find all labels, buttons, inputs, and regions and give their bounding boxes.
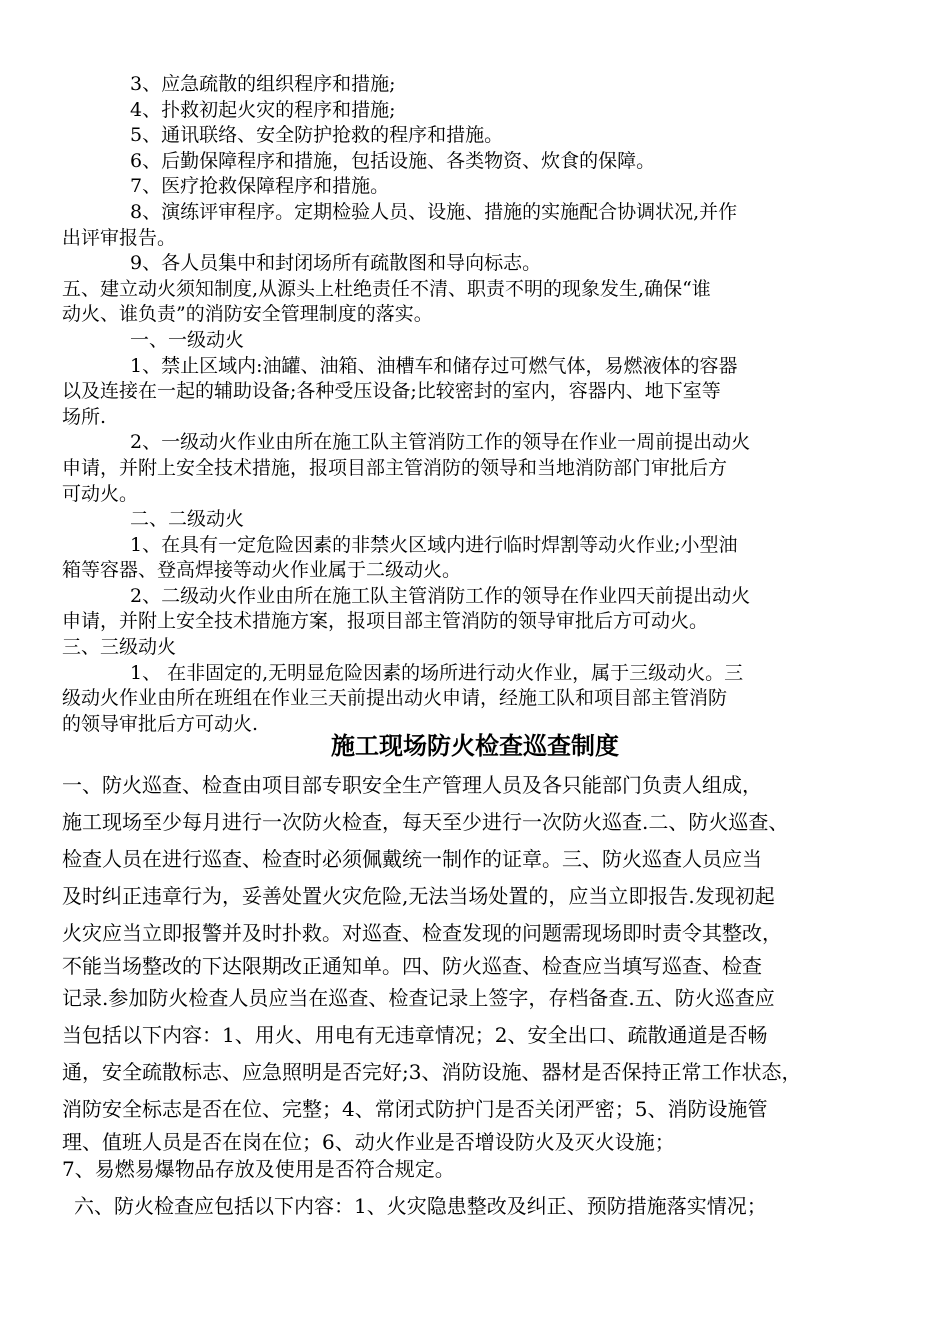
paragraph-line: 出评审报告。 xyxy=(62,226,177,249)
paragraph-line: 以及连接在一起的辅助设备;各种受压设备;比较密封的室内，容器内、地下室等 xyxy=(62,380,721,403)
paragraph-line: 5、通讯联络、安全防护抢救的程序和措施。 xyxy=(130,124,504,147)
paragraph-line: 及时纠正违章行为，妥善处置火灾危险,无法当场处置的，应当立即报告.发现初起 xyxy=(62,884,775,908)
paragraph-line: 一、防火巡查、检查由项目部专职安全生产管理人员及各只能部门负责人组成， xyxy=(62,773,762,797)
fire-inspection-section xyxy=(62,767,888,1225)
paragraph-line: 六、防火检查应包括以下内容：1、火灾隐患整改及纠正、预防措施落实情况； xyxy=(74,1194,767,1218)
paragraph-line: 理、值班人员是否在岗在位；6、动火作业是否增设防火及灭火设施； xyxy=(62,1130,675,1154)
paragraph-line: 申请，并附上安全技术措施，报项目部主管消防的领导和当地消防部门审批后方 xyxy=(62,456,728,479)
paragraph-line: 申请，并附上安全技术措施方案，报项目部主管消防的领导审批后方可动火。 xyxy=(62,610,709,633)
paragraph-line: 当包括以下内容：1、用火、用电有无违章情况；2、安全出口、疏散通道是否畅 xyxy=(62,1023,768,1047)
paragraph-line: 场所. xyxy=(62,405,107,428)
paragraph-line: 消防安全标志是否在位、完整；4、常闭式防护门是否关闭严密；5、消防设施管 xyxy=(62,1097,768,1121)
paragraph-line: 三、三级动火 xyxy=(62,636,177,659)
paragraph-line: 1、在具有一定危险因素的非禁火区域内进行临时焊割等动火作业;小型油 xyxy=(130,533,738,556)
paragraph-line: 不能当场整改的下达限期改正通知单。四、防火巡查、检查应当填写巡查、检查 xyxy=(62,954,762,978)
paragraph-line: 1、禁止区域内:油罐、油箱、油槽车和储存过可燃气体，易燃液体的容器 xyxy=(130,354,738,377)
paragraph-line: 一、一级动火 xyxy=(130,328,245,351)
paragraph-line: 动火、谁负责”的消防安全管理制度的落实。 xyxy=(62,303,433,326)
paragraph-line: 通，安全疏散标志、应急照明是否完好;3、消防设施、器材是否保持正常工作状态， xyxy=(62,1060,802,1084)
paragraph-line: 4、扑救初起火灾的程序和措施; xyxy=(130,98,396,121)
paragraph-line: 2、一级动火作业由所在施工队主管消防工作的领导在作业一周前提出动火 xyxy=(130,431,751,454)
paragraph-line: 箱等容器、登高焊接等动火作业属于二级动火。 xyxy=(62,559,462,582)
paragraph-line: 的领导审批后方可动火. xyxy=(62,712,259,735)
paragraph-line: 火灾应当立即报警并及时扑救。对巡查、检查发现的问题需现场即时责令其整改， xyxy=(62,921,782,945)
emergency-and-hot-work-section xyxy=(62,72,882,737)
paragraph-line: 级动火作业由所在班组在作业三天前提出动火申请，经施工队和项目部主管消防 xyxy=(62,687,728,710)
paragraph-line: 二、二级动火 xyxy=(130,508,245,531)
paragraph-line: 2、二级动火作业由所在施工队主管消防工作的领导在作业四天前提出动火 xyxy=(130,584,751,607)
paragraph-line: 3、应急疏散的组织程序和措施; xyxy=(130,73,396,95)
paragraph-line: 记录.参加防火检查人员应当在巡查、检查记录上签字，存档备查.五、防火巡查应 xyxy=(62,986,775,1010)
document-title: 施工现场防火检查巡查制度 xyxy=(331,732,619,760)
paragraph-line: 可动火。 xyxy=(62,482,139,505)
paragraph-line: 五、建立动火须知制度,从源头上杜绝责任不清、职责不明的现象发生,确保“谁 xyxy=(62,277,711,300)
paragraph-line: 施工现场至少每月进行一次防火检查，每天至少进行一次防火巡查.二、防火巡查、 xyxy=(62,810,789,834)
paragraph-line: 8、演练评审程序。定期检验人员、设施、措施的实施配合协调状况,并作 xyxy=(130,200,738,223)
paragraph-line: 9、各人员集中和封闭场所有疏散图和导向标志。 xyxy=(130,252,542,275)
paragraph-line: 6、后勤保障程序和措施，包括设施、各类物资、炊食的保障。 xyxy=(130,149,656,172)
paragraph-line: 1、 在非固定的,无明显危险因素的场所进行动火作业，属于三级动火。三 xyxy=(130,661,744,684)
paragraph-line: 7、易燃易爆物品存放及使用是否符合规定。 xyxy=(62,1157,455,1181)
paragraph-line: 7、医疗抢救保障程序和措施。 xyxy=(130,175,390,198)
paragraph-line: 检查人员在进行巡查、检查时必须佩戴统一制作的证章。三、防火巡查人员应当 xyxy=(62,847,762,871)
